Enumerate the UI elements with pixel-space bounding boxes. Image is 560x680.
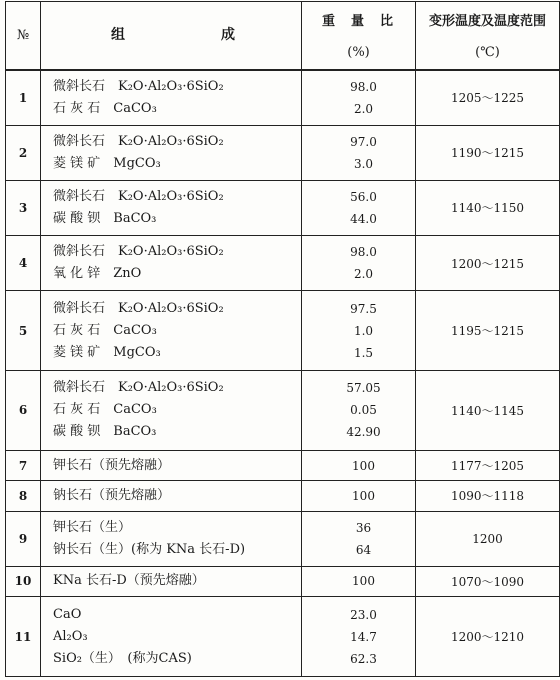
table-header — [6, 2, 560, 70]
weight-ratio-value: 100 — [352, 488, 375, 503]
component-name: 钠长石（生）(称为 KNa 长石-D) — [53, 541, 246, 557]
component-name: 石 灰 石 CaCO₃ — [53, 322, 157, 338]
weight-ratio-value: 62.3 — [350, 651, 377, 666]
composition-cell — [41, 511, 302, 566]
weight-ratio-value: 97.0 — [350, 134, 377, 149]
weight-ratio-value: 44.0 — [350, 211, 377, 226]
composition-table — [5, 1, 560, 677]
row-number: 4 — [6, 235, 41, 290]
composition-cell — [41, 597, 302, 677]
table-row — [6, 511, 560, 566]
weight-ratio-value: 36 — [355, 520, 372, 535]
weight-ratio-value: 14.7 — [350, 629, 377, 644]
component-name: 微斜长石 K₂O·Al₂O₃·6SiO₂ — [53, 244, 224, 259]
table-row — [6, 481, 560, 511]
weight-ratio-value: 42.90 — [346, 425, 381, 440]
composition-cell — [41, 125, 302, 180]
weight-ratio-value: 98.0 — [350, 245, 377, 259]
weight-ratio-cell — [302, 597, 416, 677]
table-row — [6, 291, 560, 371]
weight-ratio-cell — [302, 125, 416, 180]
weight-ratio-value: 57.05 — [346, 381, 381, 396]
row-number: 9 — [6, 511, 41, 566]
header-weight-stack — [302, 2, 415, 68]
weight-ratio-value: 100 — [352, 458, 375, 473]
temperature-range-cell: 1140～1145 — [416, 370, 560, 450]
temperature-range-cell: 1200 — [416, 511, 560, 566]
component-name: 微斜长石 K₂O·Al₂O₃·6SiO₂ — [53, 133, 224, 149]
header-temperature-stack — [416, 2, 559, 68]
temperature-range-cell: 1070～1090 — [416, 566, 560, 596]
row-number: 3 — [6, 180, 41, 235]
table-row — [6, 235, 560, 290]
weight-ratio-cell — [302, 566, 416, 596]
row-number: 2 — [6, 125, 41, 180]
weight-ratio-value: 98.0 — [350, 79, 377, 94]
component-name: 微斜长石 K₂O·Al₂O₃·6SiO₂ — [53, 380, 224, 396]
weight-ratio-cell — [302, 180, 416, 235]
component-name: 碳 酸 钡 BaCO₃ — [53, 210, 157, 226]
component-name: 钾长石（生） — [53, 519, 132, 535]
temperature-range-cell: 1190～1215 — [416, 125, 560, 180]
component-name: 微斜长石 K₂O·Al₂O₃·6SiO₂ — [53, 188, 224, 204]
composition-cell — [41, 566, 302, 596]
weight-ratio-value: 1.5 — [353, 345, 374, 360]
component-name: 菱 镁 矿 MgCO₃ — [53, 344, 161, 360]
weight-ratio-cell — [302, 370, 416, 450]
component-name: 菱 镁 矿 MgCO₃ — [53, 155, 161, 171]
header-weight — [302, 2, 416, 70]
header-composition — [41, 2, 302, 70]
component-name: SiO₂（生） (称为CAS) — [53, 650, 192, 666]
row-number: 7 — [6, 450, 41, 480]
composition-cell — [41, 291, 302, 371]
weight-ratio-value: 23.0 — [350, 607, 377, 622]
composition-cell — [41, 180, 302, 235]
weight-ratio-value: 56.0 — [350, 189, 377, 204]
component-name: Al₂O₃ — [53, 628, 88, 644]
weight-ratio-value: 3.0 — [353, 156, 374, 171]
component-name: CaO — [53, 606, 82, 622]
component-name: 微斜长石 K₂O·Al₂O₃·6SiO₂ — [53, 78, 224, 94]
weight-ratio-cell — [302, 481, 416, 511]
header-weight-title: 重量比 — [321, 14, 409, 30]
row-number: 5 — [6, 291, 41, 371]
table-row — [6, 180, 560, 235]
weight-ratio-value: 0.05 — [350, 403, 377, 418]
temperature-range-cell: 1200～1210 — [416, 597, 560, 677]
temperature-range-cell: 1195～1215 — [416, 291, 560, 371]
row-number: 8 — [6, 481, 41, 511]
composition-cell — [41, 235, 302, 290]
component-name: 微斜长石 K₂O·Al₂O₃·6SiO₂ — [53, 300, 224, 316]
header-composition-right: 成 — [221, 27, 235, 43]
component-name: 石 灰 石 CaCO₃ — [53, 100, 157, 116]
temperature-range-cell: 1140～1150 — [416, 180, 560, 235]
weight-ratio-value: 2.0 — [353, 101, 374, 116]
header-composition-wrap — [41, 2, 301, 69]
temperature-range-cell: 1177～1205 — [416, 450, 560, 480]
header-weight-unit: (%) — [347, 45, 370, 61]
row-number: 1 — [6, 70, 41, 126]
weight-ratio-value: 2.0 — [353, 267, 374, 281]
header-temperature-title: 变形温度及温度范围 — [428, 14, 546, 30]
weight-ratio-cell — [302, 70, 416, 126]
weight-ratio-value: 1.0 — [353, 323, 374, 338]
component-name: 钠长石（预先熔融） — [53, 487, 171, 503]
composition-cell — [41, 70, 302, 126]
component-name: 钾长石（预先熔融） — [53, 457, 171, 473]
row-number: 6 — [6, 370, 41, 450]
temperature-range-cell: 1090～1118 — [416, 481, 560, 511]
weight-ratio-value: 100 — [352, 574, 375, 589]
table-row — [6, 566, 560, 596]
component-name: KNa 长石-D（预先熔融） — [53, 573, 205, 589]
temperature-range-cell: 1205～1225 — [416, 70, 560, 126]
header-temperature-unit: (℃) — [475, 45, 500, 61]
table-row — [6, 450, 560, 480]
composition-cell — [41, 370, 302, 450]
table-body — [6, 70, 560, 677]
weight-ratio-cell — [302, 450, 416, 480]
weight-ratio-value: 97.5 — [350, 301, 377, 316]
weight-ratio-cell — [302, 291, 416, 371]
table-row — [6, 597, 560, 677]
row-number: 10 — [6, 566, 41, 596]
weight-ratio-value: 64 — [355, 542, 372, 557]
component-name: 氧 化 锌 ZnO — [53, 266, 142, 281]
table-row — [6, 70, 560, 126]
composition-cell — [41, 450, 302, 480]
component-name: 石 灰 石 CaCO₃ — [53, 402, 157, 418]
header-composition-left: 组 — [111, 27, 125, 43]
composition-cell — [41, 481, 302, 511]
header-no: № — [6, 2, 41, 70]
table-row — [6, 125, 560, 180]
temperature-range-cell: 1200～1215 — [416, 235, 560, 290]
weight-ratio-cell — [302, 511, 416, 566]
header-row — [6, 2, 560, 70]
row-number: 11 — [6, 597, 41, 677]
table-row — [6, 370, 560, 450]
component-name: 碳 酸 钡 BaCO₃ — [53, 424, 157, 440]
header-temperature — [416, 2, 560, 70]
weight-ratio-cell — [302, 235, 416, 290]
